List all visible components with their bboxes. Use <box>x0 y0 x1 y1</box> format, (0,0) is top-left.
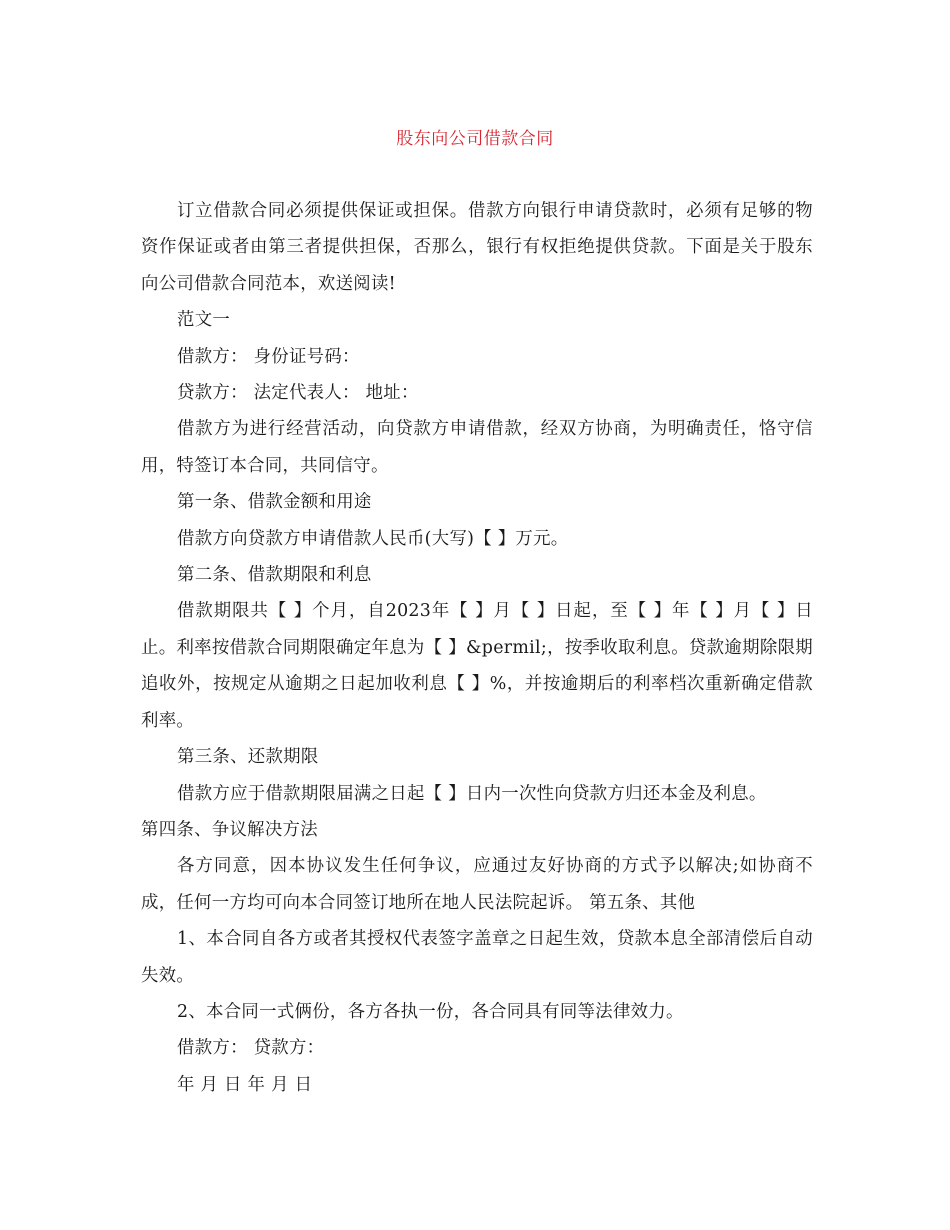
article-4-body: 各方同意，因本协议发生任何争议，应通过友好协商的方式予以解决;如协商不成，任何一方均可向本合同签订地所在地人民法院起诉。 第五条、其他 <box>141 856 813 913</box>
article-3-heading: 第三条、还款期限 <box>177 747 319 768</box>
lender-info-line: 贷款方： 法定代表人： 地址： <box>177 383 419 404</box>
document-body <box>141 193 813 1103</box>
preamble-paragraph: 借款方为进行经营活动，向贷款方申请借款，经双方协商，为明确责任，恪守信用，特签订本合同，共同信守。 <box>141 419 813 476</box>
article-1-body: 借款方向贷款方申请借款人民币(大写)【 】万元。 <box>177 528 569 549</box>
article-5-clause-1: 1、本合同自各方或者其授权代表签字盖章之日起生效，贷款本息全部清偿后自动失效。 <box>141 929 813 986</box>
article-4-heading: 第四条、争议解决方法 <box>141 819 318 840</box>
article-2-heading: 第二条、借款期限和利息 <box>177 565 372 586</box>
sample-heading: 范文一 <box>177 310 231 331</box>
article-1-heading: 第一条、借款金额和用途 <box>177 492 372 513</box>
article-5-clause-2: 2、本合同一式俩份，各方各执一份，各合同具有同等法律效力。 <box>177 1001 684 1022</box>
document-title: 股东向公司借款合同 <box>396 129 554 149</box>
signature-date-line: 年 月 日 年 月 日 <box>177 1074 313 1095</box>
article-2-body: 借款期限共【 】个月，自2023年【 】月【 】日起，至【 】年【 】月【 】日止。利率按借款合同期限确定年息为【 】&permil;，按季收取利息。贷款逾期除限期追收外，按规定从逾期之日起加收利息【 】%，并按逾期后的利率档次重新确定借款利率。 <box>141 601 813 731</box>
borrower-info-line: 借款方： 身份证号码： <box>177 346 360 367</box>
article-3-body: 借款方应于借款期限届满之日起【 】日内一次性向贷款方归还本金及利息。 <box>177 783 767 804</box>
intro-paragraph: 订立借款合同必须提供保证或担保。借款方向银行申请贷款时，必须有足够的物资作保证或者由第三者提供担保，否那么，银行有权拒绝提供贷款。下面是关于股东向公司借款合同范本，欢送阅读! <box>141 201 813 294</box>
signature-parties-line: 借款方： 贷款方： <box>177 1038 325 1059</box>
